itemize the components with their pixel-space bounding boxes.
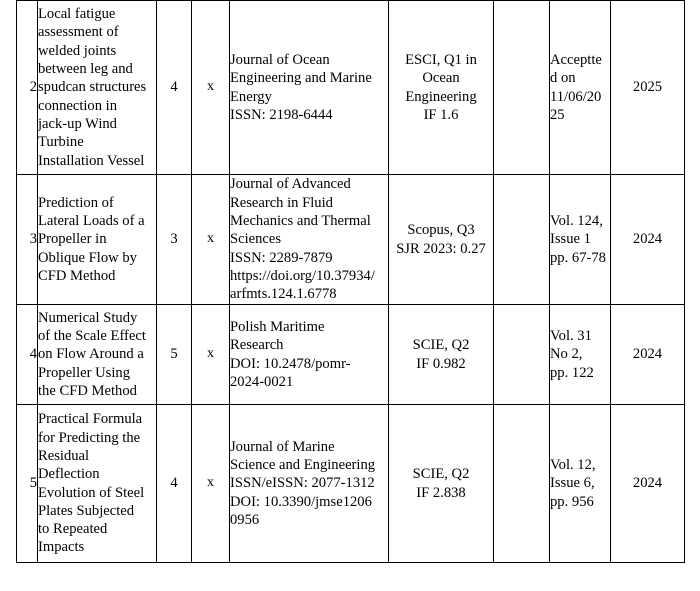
table-row bbox=[17, 305, 685, 405]
title-cell bbox=[38, 305, 157, 405]
author-count-cell bbox=[157, 175, 192, 305]
indexing-cell bbox=[389, 1, 494, 175]
title-line: welded joints bbox=[38, 42, 117, 59]
mark: x bbox=[207, 231, 214, 247]
indexing-line: Engineering bbox=[405, 88, 477, 105]
title-line: jack-up Wind bbox=[38, 115, 117, 132]
journal-cell bbox=[230, 1, 389, 175]
title-cell bbox=[38, 1, 157, 175]
indexing-line: IF 2.838 bbox=[416, 484, 466, 501]
mark: x bbox=[207, 475, 214, 491]
indexing-line: ESCI, Q1 in bbox=[405, 51, 477, 68]
year-cell bbox=[611, 405, 685, 563]
journal-cell bbox=[230, 175, 389, 305]
table-row bbox=[17, 1, 685, 175]
journal-line: ISSN/eISSN: 2077-1312 bbox=[230, 475, 375, 492]
title-line: Impacts bbox=[38, 539, 85, 556]
author-count: 4 bbox=[170, 475, 178, 492]
journal-line: Journal of Advanced bbox=[230, 176, 351, 193]
journal-cell bbox=[230, 305, 389, 405]
status-line: pp. 122 bbox=[550, 364, 594, 381]
title-line: Practical Formula bbox=[38, 411, 143, 428]
journal-line: ISSN: 2289-7879 bbox=[230, 249, 333, 266]
journal-line: Science and Engineering bbox=[230, 457, 376, 474]
row-number: 2 bbox=[29, 79, 37, 96]
title-cell bbox=[38, 405, 157, 563]
title-line: spudcan structures bbox=[38, 79, 147, 96]
title-line: Prediction of bbox=[38, 194, 114, 211]
indexing-line: SCIE, Q2 bbox=[412, 337, 470, 354]
journal-line: 2024-0021 bbox=[230, 373, 294, 390]
title-line: Deflection bbox=[38, 466, 100, 483]
title-line: CFD Method bbox=[38, 267, 116, 284]
indexing-line: IF 0.982 bbox=[416, 355, 466, 372]
table-row bbox=[17, 405, 685, 563]
status-cell bbox=[550, 175, 611, 305]
title-line: Evolution of Steel bbox=[38, 484, 145, 501]
journal-cell bbox=[230, 405, 389, 563]
journal-line: Polish Maritime bbox=[230, 318, 325, 335]
indexing-line: SCIE, Q2 bbox=[412, 466, 470, 483]
empty-cell bbox=[494, 1, 550, 175]
journal-line: Energy bbox=[230, 88, 272, 105]
row-number-cell bbox=[17, 175, 38, 305]
journal-line: https://doi.org/10.37934/ bbox=[230, 267, 375, 284]
title-line: of the Scale Effect bbox=[38, 328, 146, 345]
status-line: Issue 1 bbox=[550, 231, 591, 248]
author-count-cell bbox=[157, 1, 192, 175]
status-line: Vol. 124, bbox=[550, 213, 603, 230]
title-line: Lateral Loads of a bbox=[38, 213, 145, 230]
journal-line: Mechanics and Thermal bbox=[230, 213, 371, 230]
journal-line: Journal of Ocean bbox=[230, 51, 330, 68]
author-count-cell bbox=[157, 405, 192, 563]
journal-line: Research bbox=[230, 337, 284, 354]
title-line: Local fatigue bbox=[38, 6, 116, 23]
status-line: pp. 956 bbox=[550, 493, 594, 510]
title-line: Propeller Using bbox=[38, 364, 131, 381]
year: 2025 bbox=[632, 79, 663, 96]
title-line: Plates Subjected bbox=[38, 502, 135, 519]
title-line: Residual bbox=[38, 447, 90, 464]
journal-line: Engineering and Marine bbox=[230, 70, 372, 87]
indexing-cell bbox=[389, 305, 494, 405]
author-count: 3 bbox=[170, 231, 178, 248]
journal-line: Journal of Marine bbox=[230, 438, 335, 455]
empty-cell bbox=[494, 405, 550, 563]
title-cell bbox=[38, 175, 157, 305]
year-cell bbox=[611, 1, 685, 175]
year: 2024 bbox=[632, 346, 663, 363]
status-line: Vol. 31 bbox=[550, 328, 592, 345]
mark-cell bbox=[192, 405, 230, 563]
title-line: Installation Vessel bbox=[38, 152, 145, 169]
status-cell bbox=[550, 405, 611, 563]
publications-table bbox=[16, 0, 685, 563]
status-line: pp. 67-78 bbox=[550, 249, 606, 266]
row-number: 4 bbox=[29, 346, 37, 363]
journal-line: DOI: 10.2478/pomr- bbox=[230, 355, 351, 372]
journal-line: Sciences bbox=[230, 231, 282, 248]
year-cell bbox=[611, 175, 685, 305]
row-number-cell bbox=[17, 405, 38, 563]
title-line: connection in bbox=[38, 97, 118, 114]
author-count-cell bbox=[157, 305, 192, 405]
status-line: Vol. 12, bbox=[550, 457, 596, 474]
author-count: 4 bbox=[170, 79, 178, 96]
row-number: 5 bbox=[29, 475, 37, 492]
row-number-cell bbox=[17, 1, 38, 175]
title-line: between leg and bbox=[38, 61, 133, 78]
title-line: Numerical Study bbox=[38, 309, 138, 326]
indexing-line: Scopus, Q3 bbox=[407, 222, 475, 239]
status-line: Acceptte bbox=[550, 51, 602, 68]
year: 2024 bbox=[632, 475, 663, 492]
mark: x bbox=[207, 346, 214, 362]
status-line: No 2, bbox=[550, 346, 583, 363]
journal-line: ISSN: 2198-6444 bbox=[230, 106, 333, 123]
status-line: d on bbox=[550, 70, 576, 87]
status-cell bbox=[550, 1, 611, 175]
title-line: the CFD Method bbox=[38, 382, 137, 399]
journal-line: arfmts.124.1.6778 bbox=[230, 286, 337, 303]
publications-table-body bbox=[17, 1, 685, 563]
status-line: Issue 6, bbox=[550, 475, 595, 492]
status-cell bbox=[550, 305, 611, 405]
status-line: 11/06/20 bbox=[550, 88, 602, 105]
row-number: 3 bbox=[29, 231, 37, 248]
title-line: Oblique Flow by bbox=[38, 249, 137, 266]
mark-cell bbox=[192, 175, 230, 305]
indexing-cell bbox=[389, 405, 494, 563]
title-line: on Flow Around a bbox=[38, 346, 144, 363]
indexing-line: IF 1.6 bbox=[423, 106, 459, 123]
title-line: assessment of bbox=[38, 24, 119, 41]
indexing-line: Ocean bbox=[422, 70, 460, 87]
journal-line: 0956 bbox=[230, 511, 260, 528]
year-cell bbox=[611, 305, 685, 405]
year: 2024 bbox=[632, 231, 663, 248]
status-line: 25 bbox=[550, 106, 565, 123]
author-count: 5 bbox=[170, 346, 178, 363]
journal-line: DOI: 10.3390/jmse1206 bbox=[230, 493, 372, 510]
row-number-cell bbox=[17, 305, 38, 405]
mark: x bbox=[207, 79, 214, 95]
indexing-cell bbox=[389, 175, 494, 305]
table-row bbox=[17, 175, 685, 305]
title-line: for Predicting the bbox=[38, 429, 141, 446]
title-line: Turbine bbox=[38, 134, 84, 151]
journal-line: Research in Fluid bbox=[230, 194, 333, 211]
indexing-line: SJR 2023: 0.27 bbox=[396, 240, 486, 257]
title-line: Propeller in bbox=[38, 231, 107, 248]
mark-cell bbox=[192, 305, 230, 405]
title-line: to Repeated bbox=[38, 521, 108, 538]
empty-cell bbox=[494, 175, 550, 305]
empty-cell bbox=[494, 305, 550, 405]
mark-cell bbox=[192, 1, 230, 175]
